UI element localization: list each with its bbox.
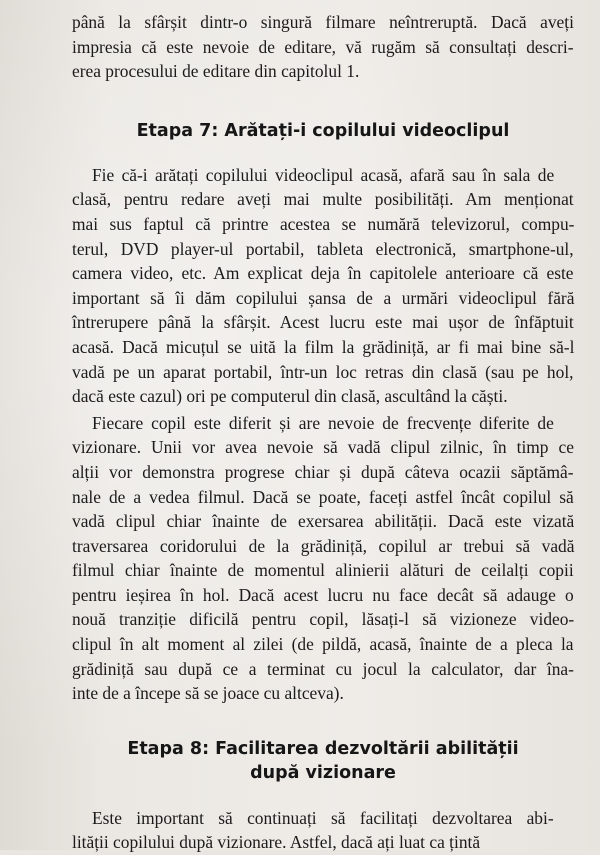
section-8-heading: [72, 737, 574, 785]
text-line: alții vor demonstra progrese chiar și după câteva ocazii săptămâ-: [72, 461, 574, 482]
heading-line: Etapa 8: Facilitarea dezvoltării abilității: [127, 738, 519, 759]
text-line: grădiniță sau după ce a terminat cu jocul la calculator, dar îna-: [72, 658, 574, 679]
text-line: acasă. Dacă micuțul se uită la film la grădiniță, ar fi mai bine să-l: [72, 336, 575, 357]
text-line: camera video, etc. Am explicat deja în capitolele anterioare că este: [72, 263, 574, 284]
text-line: lității copilului după vizionare. Astfel, dacă ați luat ca țintă: [72, 832, 481, 853]
text-line: terul, DVD player-ul portabil, tableta electronică, smartphone-ul,: [72, 238, 574, 259]
text-line: erea procesului de editare din capitolul 1.: [72, 61, 360, 82]
text-line: pentru ieșirea în hol. Dacă acest lucru nu face decât să adauge o: [72, 584, 574, 605]
text-line: impresia că este nevoie de editare, vă rugăm să consultați descri-: [72, 36, 574, 57]
text-line: clasă, pentru redare aveți mai multe posibilități. Am menționat: [72, 189, 574, 210]
text-line: nouă tranziție dificilă pentru copil, lăsați-l să vizioneze video-: [72, 609, 575, 630]
text-line: mai sus faptul că printre acestea se numără televizorul, compu-: [72, 213, 575, 234]
text-line: dacă este cazul) ori pe computerul din clasă, ascultând la căști.: [72, 386, 508, 407]
text-line: vadă clipul chiar înainte de exersarea abilității. Dacă este vizată: [72, 511, 575, 532]
heading-line: după vizionare: [250, 762, 396, 783]
section-7-paragraph-2: [72, 411, 574, 706]
text-line: Fie că-i arătați copilului videoclipul acasă, afară sau în sala de: [92, 164, 555, 185]
text-line: filmul chiar înainte de momentul alinierii alături de ceilalți copii: [72, 560, 574, 581]
intro-paragraph: [72, 10, 574, 84]
text-line: vadă pe un aparat portabil, într-un loc retras din clasă (sau pe hol,: [72, 361, 574, 382]
text-line: nale de a vedea filmul. Dacă se poate, faceți astfel încât copilul să: [72, 486, 574, 507]
section-7-paragraph-1: [72, 163, 574, 409]
text-line: inte de a începe să se joace cu altceva).: [72, 683, 344, 704]
section-8-paragraph-1: [72, 806, 574, 855]
text-line: Este important să continuați să facilitați dezvoltarea abi-: [92, 807, 554, 828]
text-line: până la sfârșit dintr-o singură filmare neîntreruptă. Dacă aveți: [72, 12, 574, 32]
text-line: traversarea coridorului de la grădiniță, copilul ar trebui să vadă: [72, 535, 575, 556]
section-7-heading: Etapa 7: Arătați-i copilului videoclipul: [136, 120, 510, 141]
text-line: întrerupere până la sfârșit. Acest lucru este mai ușor de înfăptuit: [72, 312, 574, 333]
text-line: important să îi dăm copilului șansa de a urmări videoclipul fără: [72, 287, 575, 308]
text-line: Fiecare copil este diferit și are nevoie de frecvențe diferite de: [92, 412, 554, 433]
text-line: clipul în alt moment al zilei (de pildă, acasă, înainte de a pleca la: [72, 634, 574, 655]
text-line: vizionare. Unii vor avea nevoie să vadă clipul zilnic, în timp ce: [72, 437, 574, 458]
